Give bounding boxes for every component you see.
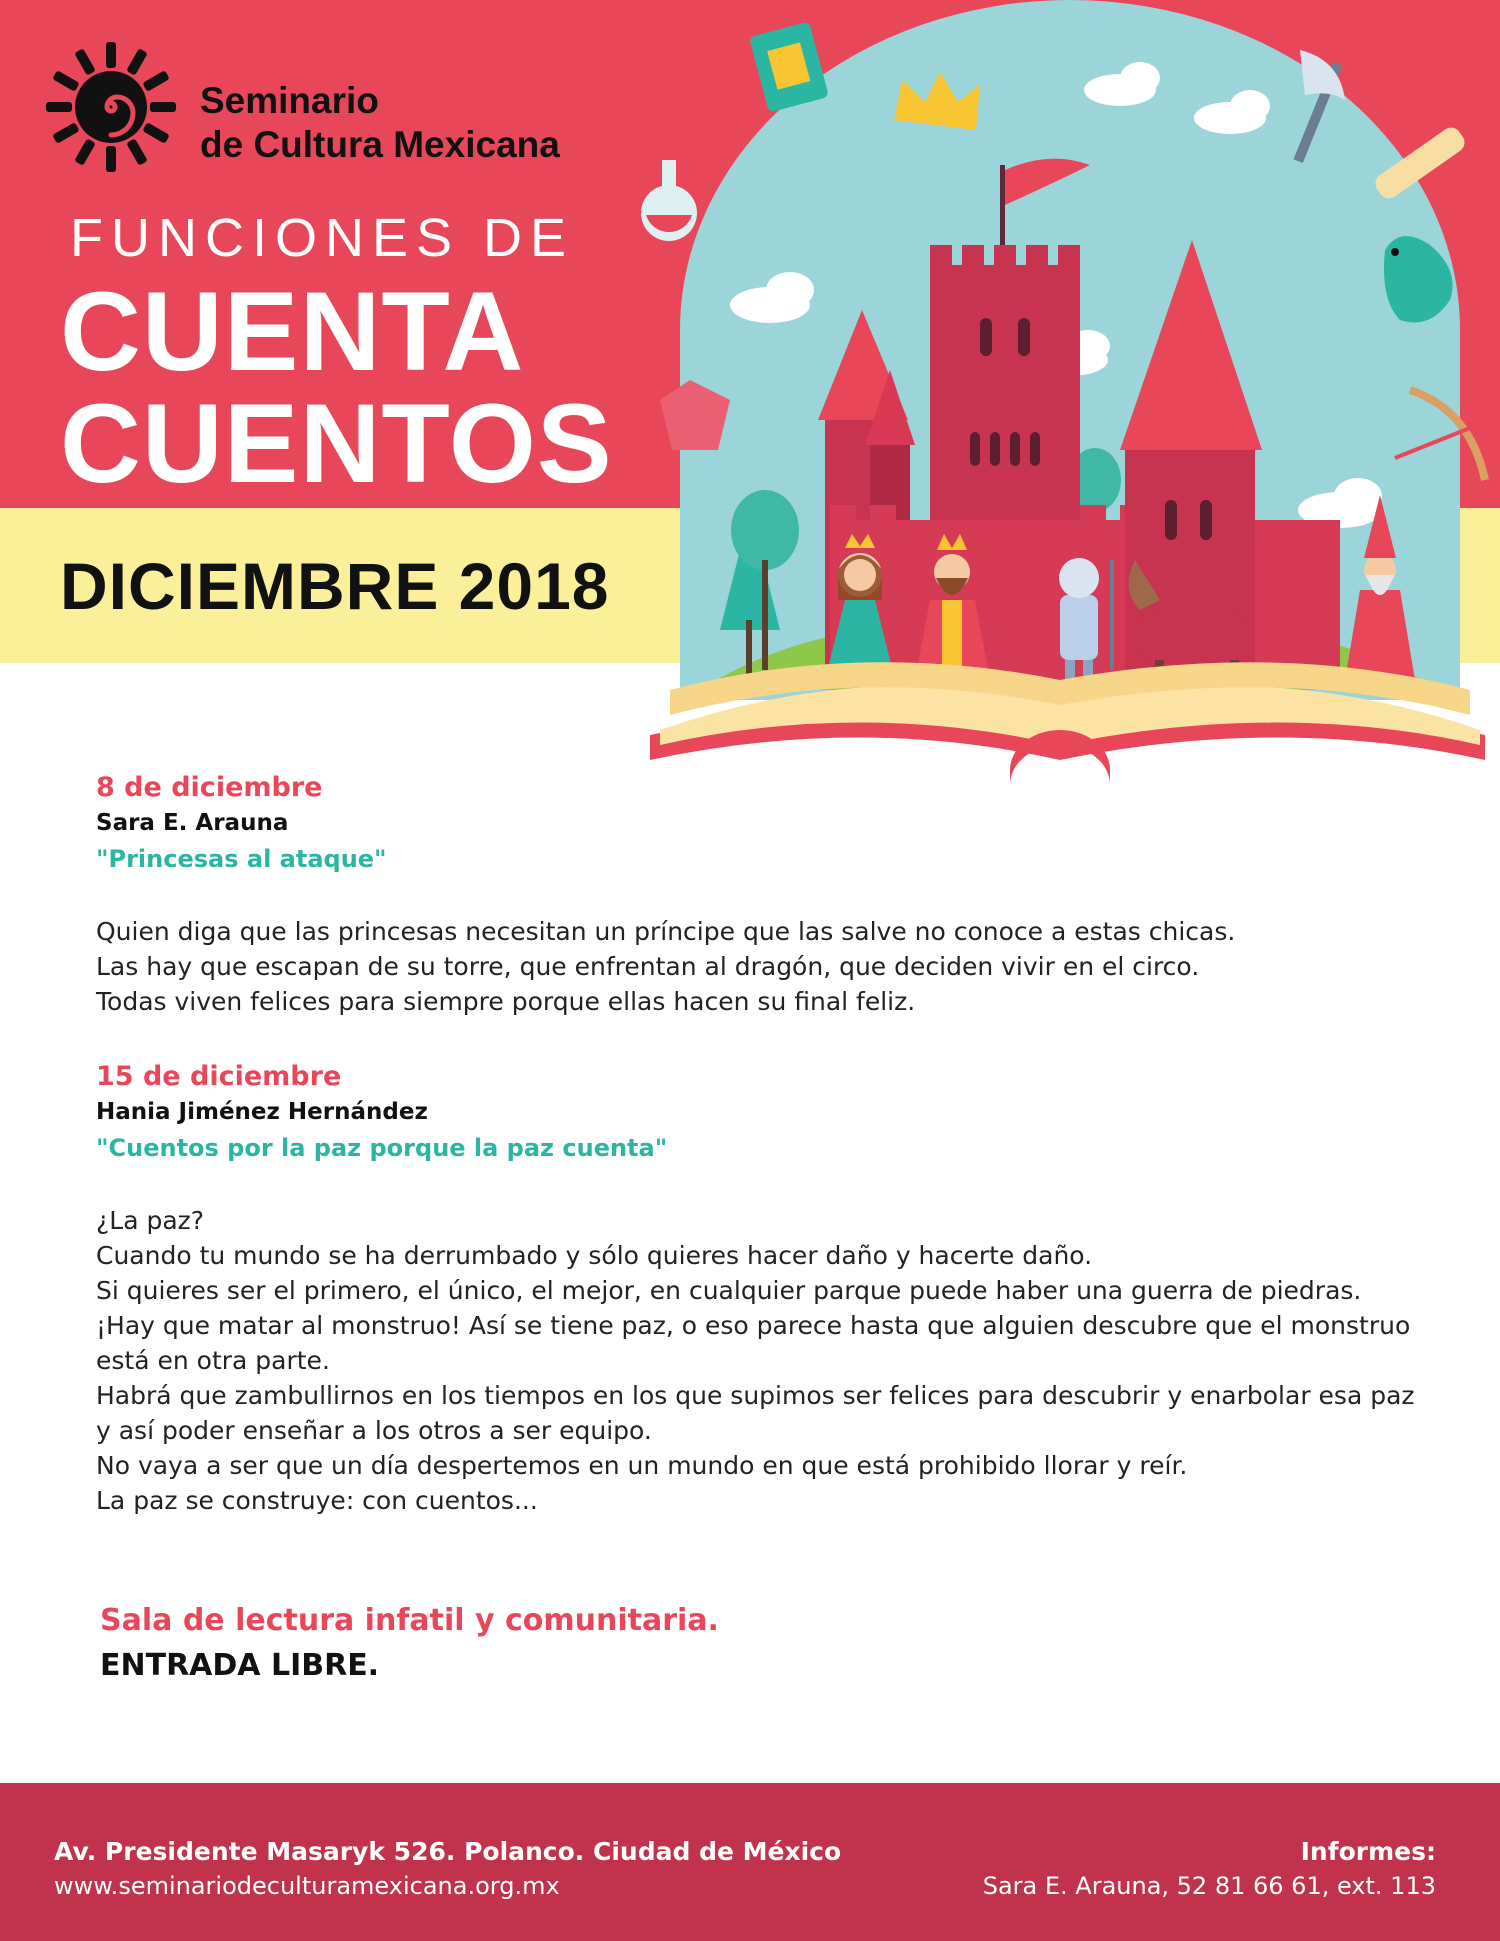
entry-text: ENTRADA LIBRE. bbox=[100, 1648, 380, 1683]
event-2-description-line: Habrá que zambullirnos en los tiempos en los que supimos ser felices para descubrir y enarbolar esa paz y así poder enseñar a los otros a ser equipo. bbox=[96, 1381, 1415, 1445]
event-1-description-line: Todas viven felices para siempre porque ellas hacen su final feliz. bbox=[96, 987, 916, 1016]
event-1-description-line: Quien diga que las princesas necesitan un príncipe que las salve no conoce a estas chicas. bbox=[96, 917, 1236, 946]
event-2-title: "Cuentos por la paz porque la paz cuenta" bbox=[96, 1134, 668, 1162]
event-1-title: "Princesas al ataque" bbox=[96, 845, 387, 873]
footer-info-label: Informes: bbox=[1300, 1837, 1436, 1866]
event-2-description-line: ¿La paz? bbox=[96, 1206, 205, 1235]
events-section bbox=[96, 770, 1426, 1518]
event-2-author: Hania Jiménez Hernández bbox=[96, 1099, 428, 1125]
title-heading-line1: CUENTA bbox=[60, 269, 525, 394]
event-2-description-line: ¡Hay que matar al monstruo! Así se tiene paz, o eso parece hasta que alguien descubre que el monstruo está en otra parte. bbox=[96, 1311, 1411, 1375]
castle-book-illustration bbox=[640, 0, 1500, 800]
sun-spiral-logo-icon bbox=[46, 42, 176, 172]
event-2-description-line: No vaya a ser que un día despertemos en un mundo en que está prohibido llorar y reír. bbox=[96, 1451, 1188, 1480]
organization-name-line2: de Cultura Mexicana bbox=[200, 124, 560, 165]
organization-name-line1: Seminario bbox=[200, 80, 379, 121]
event-1-description-line: Las hay que escapan de su torre, que enfrentan al dragón, que deciden vivir en el circo. bbox=[96, 952, 1200, 981]
event-1-date: 8 de diciembre bbox=[96, 772, 323, 803]
event-2-description-line: Cuando tu mundo se ha derrumbado y sólo quieres hacer daño y hacerte daño. bbox=[96, 1241, 1093, 1270]
month-banner: DICIEMBRE 2018 bbox=[60, 549, 610, 623]
event-2-date: 15 de diciembre bbox=[96, 1061, 342, 1092]
footer-address: Av. Presidente Masaryk 526. Polanco. Ciudad de México bbox=[54, 1837, 842, 1866]
event-1-description bbox=[96, 914, 1426, 1019]
event-2 bbox=[96, 1059, 1426, 1518]
title-heading-line2: CUENTOS bbox=[60, 381, 613, 506]
footer-info-contact: Sara E. Arauna, 52 81 66 61, ext. 113 bbox=[982, 1872, 1436, 1900]
event-1-author: Sara E. Arauna bbox=[96, 810, 289, 836]
footer-website-link[interactable]: www.seminariodeculturamexicana.org.mx bbox=[54, 1872, 560, 1900]
event-2-description-line: Si quieres ser el primero, el único, el mejor, en cualquier parque puede haber una guerra de piedras. bbox=[96, 1276, 1362, 1305]
event-2-description bbox=[96, 1203, 1426, 1518]
event-1 bbox=[96, 770, 1426, 1019]
venue-text: Sala de lectura infatil y comunitaria. bbox=[100, 1603, 719, 1638]
event-2-description-line: La paz se construye: con cuentos... bbox=[96, 1486, 538, 1515]
title-subheading: FUNCIONES DE bbox=[70, 208, 575, 268]
open-book bbox=[650, 662, 1485, 785]
